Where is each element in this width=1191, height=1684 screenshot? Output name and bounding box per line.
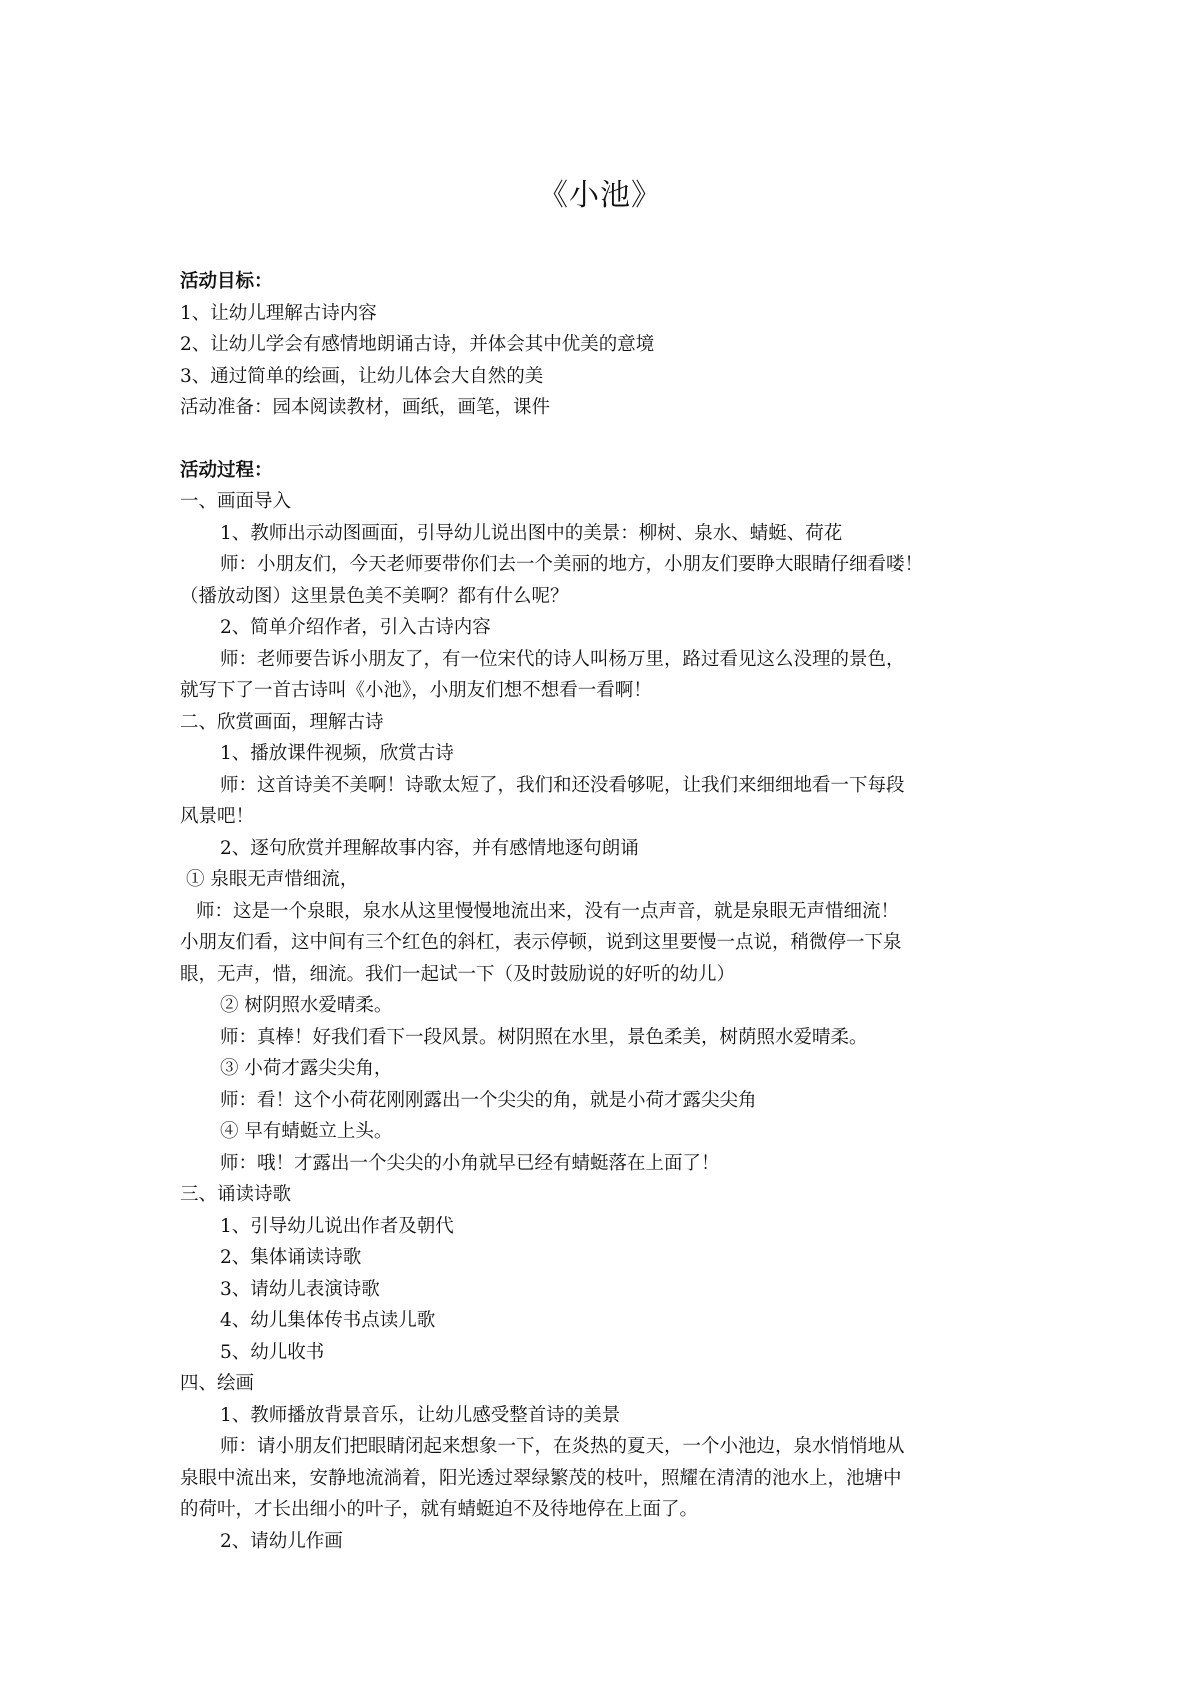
goals-heading: 活动目标： <box>180 271 273 292</box>
goal-item-1: 1、让幼儿理解古诗内容 <box>180 302 377 324</box>
section-1-heading: 一、画面导入 <box>180 491 292 512</box>
document-title: 《小池》 <box>538 178 662 213</box>
verse-3: ③ 小荷才露尖尖角， <box>220 1058 393 1079</box>
verse-1-explain-line-1: 师：这是一个泉眼，泉水从这里慢慢地流出来，没有一点声音，就是泉眼无声惜细流！ <box>196 900 900 922</box>
section-2-item-1: 1、播放课件视频，欣赏古诗 <box>220 743 454 764</box>
section-3-item-3: 3、请幼儿表演诗歌 <box>220 1278 380 1300</box>
section-2-heading: 二、欣赏画面，理解古诗 <box>180 711 384 733</box>
section-2-teacher-1-line-2: 风景吧！ <box>180 806 255 827</box>
verse-1: ① 泉眼无声惜细流， <box>186 869 359 890</box>
verse-1-explain-line-2: 小朋友们看，这中间有三个红色的斜杠，表示停顿，说到这里要慢一点说，稍微停一下泉 <box>180 932 902 953</box>
section-2-teacher-1-line-1: 师：这首诗美不美啊！诗歌太短了，我们和还没看够呢，让我们来细细地看一下每段 <box>220 774 905 796</box>
section-1-teacher-1-line-1: 师：小朋友们，今天老师要带你们去一个美丽的地方，小朋友们要睁大眼睛仔细看喽！ <box>220 554 924 575</box>
preparation-line: 活动准备：园本阅读教材，画纸，画笔，课件 <box>180 397 551 418</box>
section-4-teacher-line-2: 泉眼中流出来，安静地流淌着，阳光透过翠绿繁茂的枝叶，照耀在清清的池水上，池塘中 <box>180 1467 902 1489</box>
spacer <box>180 424 1020 455</box>
verse-2: ② 树阴照水爱晴柔。 <box>220 995 393 1016</box>
document-body <box>180 170 1020 1557</box>
verse-4-explain: 师：哦！才露出一个尖尖的小角就早已经有蜻蜓落在上面了！ <box>220 1152 720 1174</box>
verse-2-explain: 师：真棒！好我们看下一段风景。树阴照在水里，景色柔美，树荫照水爱晴柔。 <box>220 1026 868 1048</box>
section-4-teacher-line-1: 师：请小朋友们把眼睛闭起来想象一下，在炎热的夏天，一个小池边，泉水悄悄地从 <box>220 1436 905 1457</box>
section-4-heading: 四、绘画 <box>180 1373 255 1394</box>
verse-1-explain-line-3: 眼，无声，惜，细流。我们一起试一下（及时鼓励说的好听的幼儿） <box>180 963 736 985</box>
process-heading: 活动过程： <box>180 459 273 481</box>
section-1-item-1: 1、教师出示动图画面，引导幼儿说出图中的美景：柳树、泉水、蜻蜓、荷花 <box>220 522 843 544</box>
section-3-heading: 三、诵读诗歌 <box>180 1184 292 1205</box>
section-4-item-1: 1、教师播放背景音乐，让幼儿感受整首诗的美景 <box>220 1404 621 1426</box>
verse-3-explain: 师：看！这个小荷花刚刚露出一个尖尖的角，就是小荷才露尖尖角 <box>220 1089 757 1111</box>
section-1-teacher-2-line-1: 师：老师要告诉小朋友了，有一位宋代的诗人叫杨万里，路过看见这么没理的景色， <box>220 648 905 670</box>
goal-item-2: 2、让幼儿学会有感情地朗诵古诗，并体会其中优美的意境 <box>180 334 655 355</box>
section-4-teacher-line-3: 的荷叶，才长出细小的叶子，就有蜻蜓迫不及待地停在上面了。 <box>180 1499 699 1520</box>
section-1-teacher-1-line-2: （播放动图）这里景色美不美啊？都有什么呢？ <box>180 585 569 607</box>
section-2-item-2: 2、逐句欣赏并理解故事内容，并有感情地逐句朗诵 <box>220 837 639 859</box>
section-3-item-4: 4、幼儿集体传书点读儿歌 <box>220 1310 436 1331</box>
goal-item-3: 3、通过简单的绘画，让幼儿体会大自然的美 <box>180 365 544 387</box>
section-1-item-2: 2、简单介绍作者，引入古诗内容 <box>220 617 491 638</box>
verse-4: ④ 早有蜻蜓立上头。 <box>220 1121 393 1142</box>
section-3-item-5: 5、幼儿收书 <box>220 1341 325 1363</box>
section-1-teacher-2-line-2: 就写下了一首古诗叫《小池》，小朋友们想不想看一看啊！ <box>180 680 652 701</box>
section-3-item-1: 1、引导幼儿说出作者及朝代 <box>220 1215 454 1237</box>
section-4-item-2: 2、请幼儿作画 <box>220 1530 343 1552</box>
section-3-item-2: 2、集体诵读诗歌 <box>220 1247 362 1268</box>
